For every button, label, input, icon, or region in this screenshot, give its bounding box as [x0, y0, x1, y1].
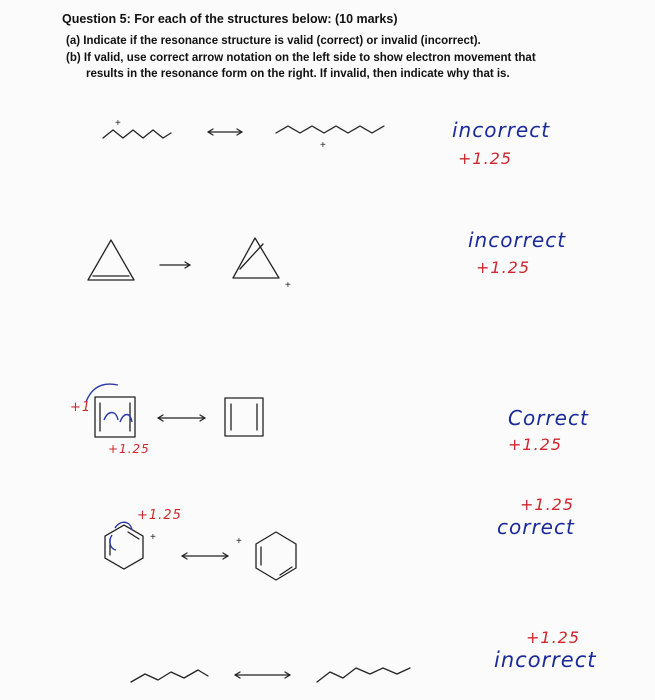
- score-row3: +1.25: [508, 435, 563, 454]
- margin-mark-row3-under: +1.25: [108, 442, 150, 456]
- row4-left-ring: [105, 525, 156, 569]
- svg-text:+: +: [320, 140, 326, 151]
- verdict-row1: incorrect: [452, 118, 551, 142]
- instruction-part-b-line1: (b) If valid, use correct arrow notation on the left side to show electron movement that: [66, 52, 536, 64]
- verdict-row4: correct: [497, 515, 575, 539]
- row5-left-chain: [131, 670, 208, 682]
- instruction-part-b-line2: results in the resonance form on the right. If invalid, then indicate why that is.: [86, 68, 510, 80]
- margin-mark-row3-left: +1: [70, 400, 92, 415]
- score-row5: +1.25: [526, 628, 581, 647]
- question-title: Question 5: For each of the structures below: (10 marks): [62, 12, 398, 26]
- row2-arrow: [160, 262, 190, 268]
- verdict-row5: incorrect: [494, 648, 597, 672]
- row3-arrow: [158, 415, 205, 421]
- svg-text:+: +: [236, 536, 242, 547]
- score-row1: +1.25: [458, 149, 513, 168]
- row3-left-square: [95, 397, 135, 437]
- row1-left-chain: [103, 118, 171, 138]
- svg-text:+: +: [150, 532, 156, 543]
- row1-arrow: [208, 129, 242, 135]
- row4-right-ring: [236, 532, 296, 580]
- row2-right-triangle: [233, 238, 291, 291]
- svg-text:+: +: [115, 118, 121, 129]
- row1-right-chain: [276, 126, 384, 151]
- row4-arrow: [182, 553, 228, 559]
- instruction-part-a: (a) Indicate if the resonance structure is valid (correct) or invalid (incorrect).: [66, 35, 481, 47]
- score-row4: +1.25: [520, 495, 575, 514]
- verdict-row3: Correct: [508, 406, 589, 430]
- margin-mark-row4-left: +1.25: [137, 508, 182, 523]
- row5-right-chain: [317, 668, 410, 682]
- verdict-row2: incorrect: [468, 228, 567, 252]
- row5-arrow: [235, 672, 290, 678]
- row2-left-triangle: [88, 240, 134, 280]
- svg-text:+: +: [285, 280, 291, 291]
- row3-right-square: [225, 398, 263, 436]
- score-row2: +1.25: [476, 258, 531, 277]
